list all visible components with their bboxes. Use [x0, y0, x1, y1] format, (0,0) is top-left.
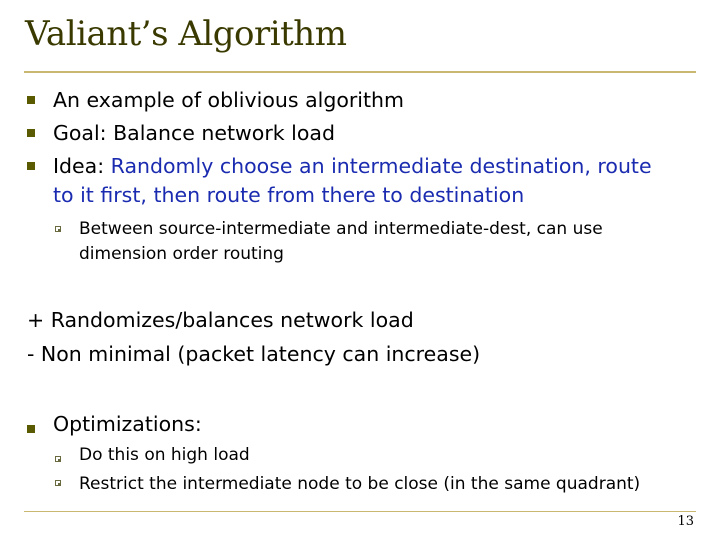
sub-bullet-marker	[55, 226, 61, 232]
pro-line: + Randomizes/balances network load	[27, 308, 414, 332]
bullet-marker	[27, 162, 35, 170]
title-divider	[24, 71, 696, 73]
bullet-idea-highlight-1: Randomly choose an intermediate destination, route	[110, 154, 652, 178]
footer-divider	[24, 511, 696, 512]
sub-bullet-routing-line1: Between source-intermediate and intermediate-dest, can use	[79, 219, 603, 239]
bullet-idea-highlight-2: to it first, then route from there to destination	[53, 183, 525, 207]
bullet-oblivious: An example of oblivious algorithm	[53, 88, 405, 112]
bullet-marker	[27, 129, 35, 137]
bullet-idea-prefix: Idea:	[53, 154, 111, 178]
bullet-marker	[27, 425, 35, 433]
optimization-item-high-load: Do this on high load	[79, 445, 250, 465]
bullet-idea	[53, 154, 652, 178]
optimizations-label: Optimizations:	[53, 412, 202, 436]
bullet-marker	[27, 96, 35, 104]
sub-bullet-marker	[55, 480, 61, 486]
con-line: - Non minimal (packet latency can increase)	[27, 342, 481, 366]
optimization-item-quadrant: Restrict the intermediate node to be close (in the same quadrant)	[79, 474, 641, 494]
slide-title: Valiant’s Algorithm	[25, 14, 347, 54]
page-number: 13	[677, 514, 694, 529]
sub-bullet-marker	[55, 456, 61, 462]
bullet-goal: Goal: Balance network load	[53, 121, 335, 145]
sub-bullet-routing-line2: dimension order routing	[79, 244, 284, 264]
